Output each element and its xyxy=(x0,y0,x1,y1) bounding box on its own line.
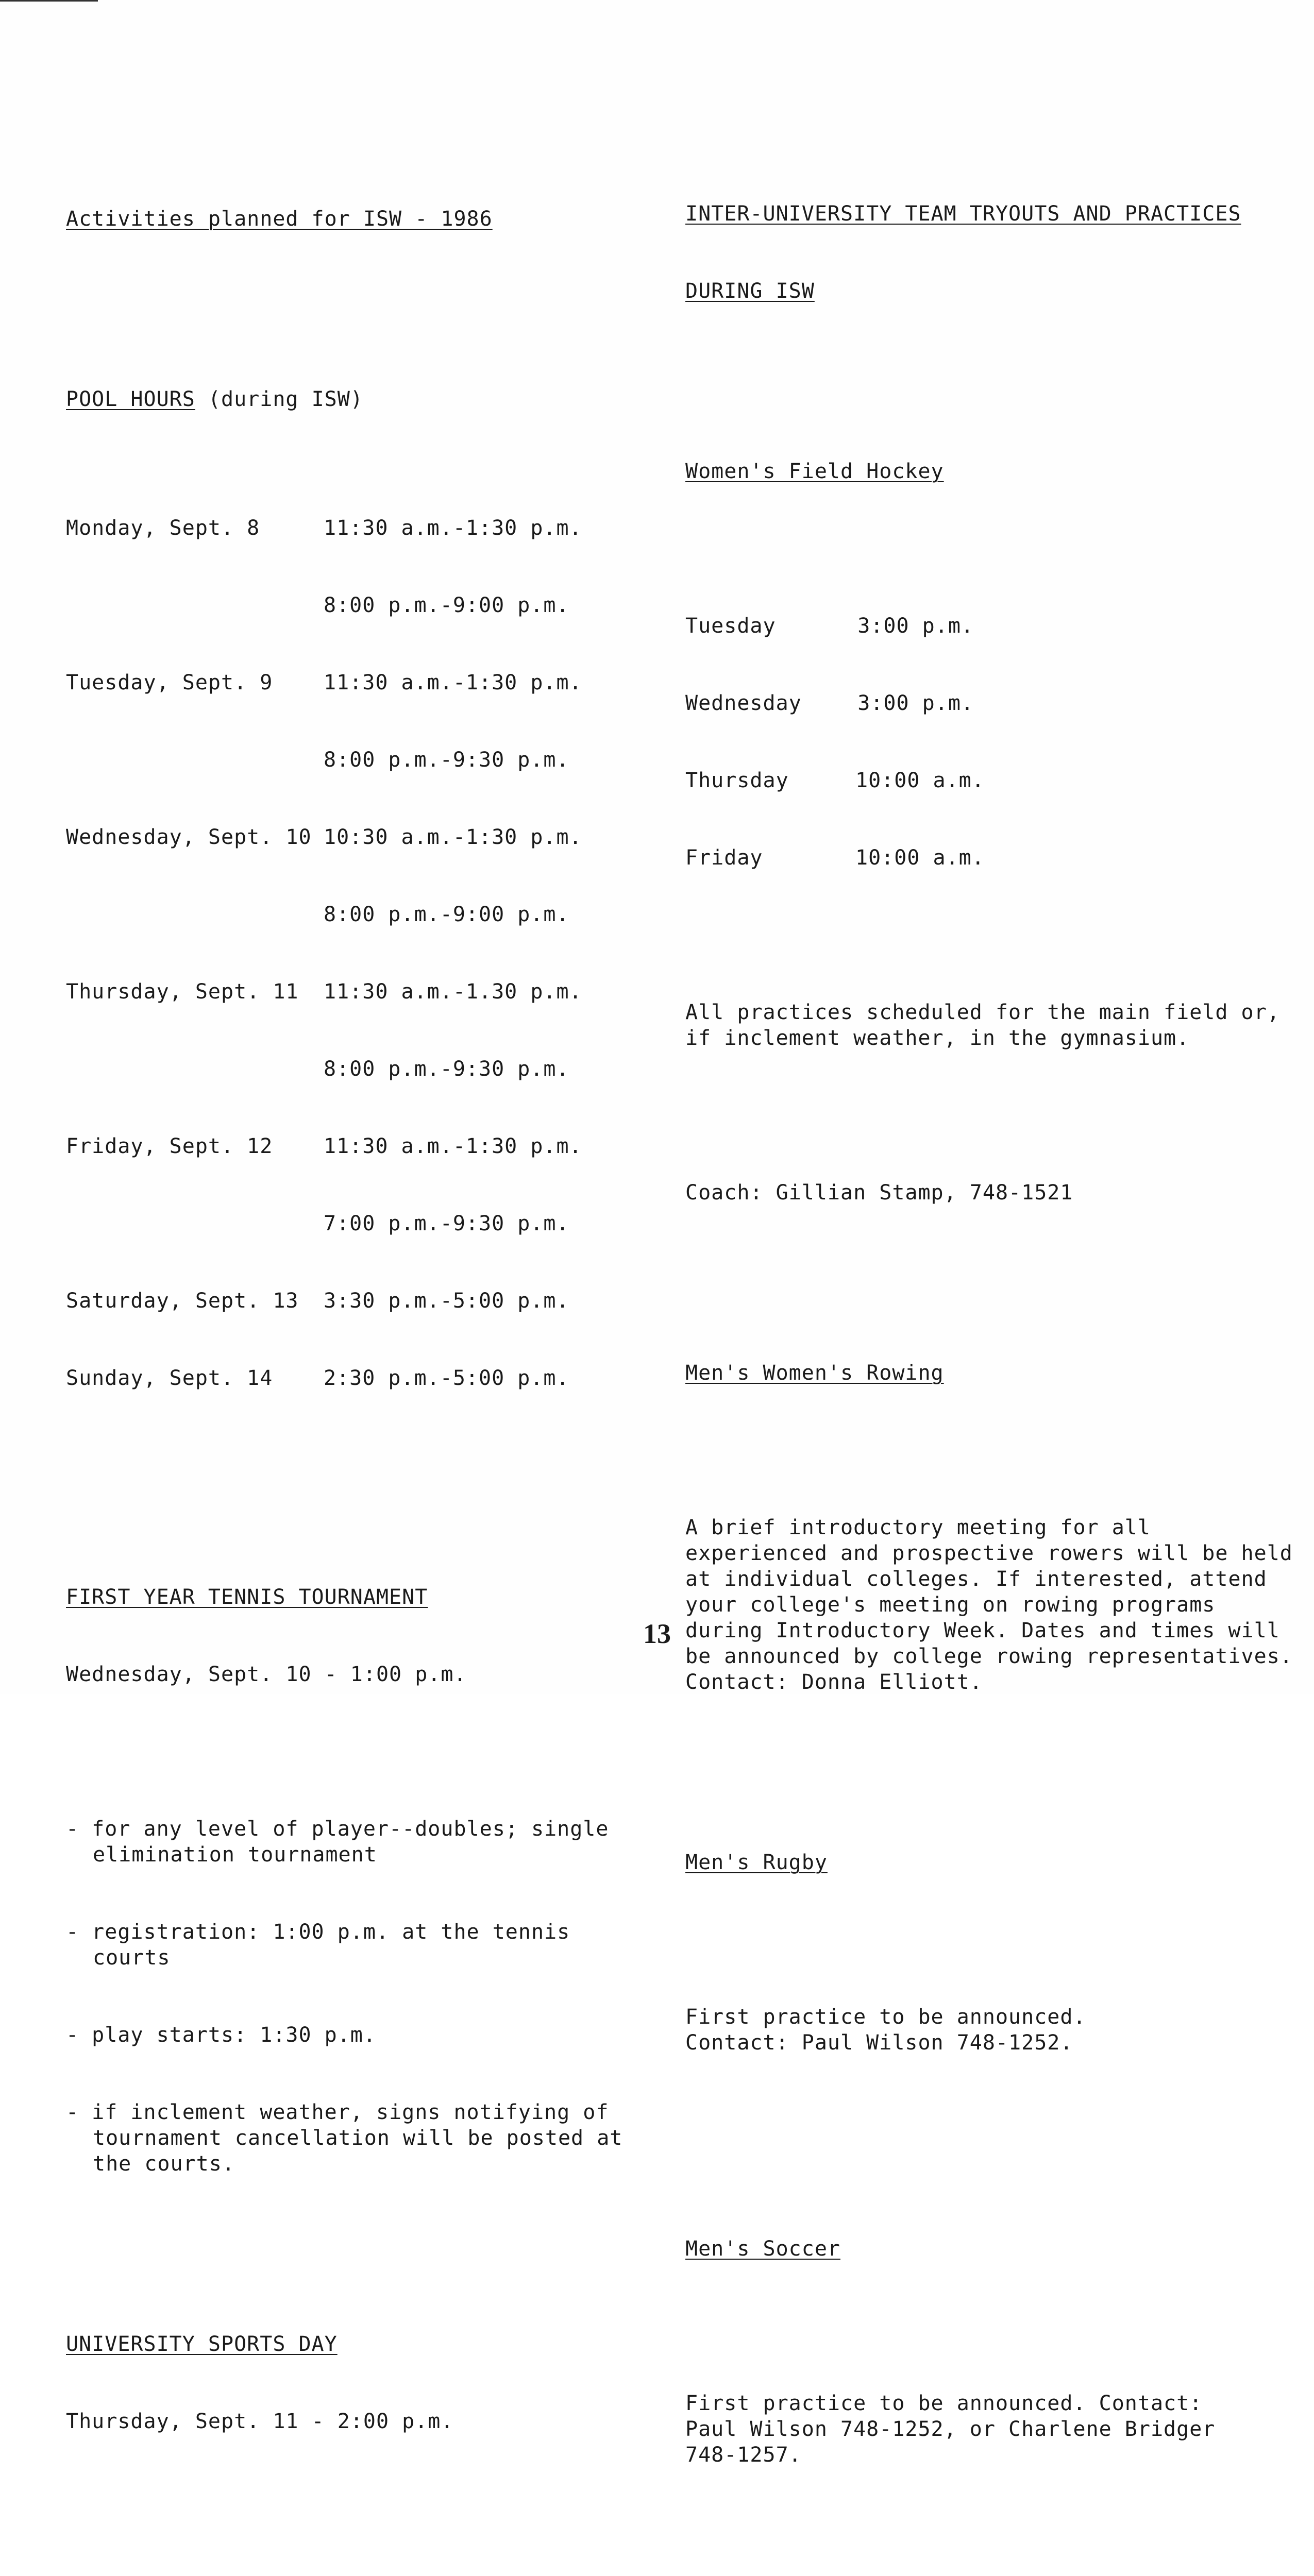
pool-row: 8:00 p.m.-9:00 p.m. xyxy=(324,594,569,617)
pool-row: Thursday, Sept. 11 11:30 a.m.-1.30 p.m. xyxy=(66,980,582,1004)
pool-row: 8:00 p.m.-9:30 p.m. xyxy=(324,748,569,772)
tennis-bullet: - play starts: 1:30 p.m. xyxy=(66,2023,376,2047)
rowing-heading: Men's Women's Rowing xyxy=(685,1361,944,1385)
pool-row: Tuesday, Sept. 9 11:30 a.m.-1:30 p.m. xyxy=(66,671,582,694)
page-number: 13 xyxy=(643,1618,671,1649)
rugby-text: First practice to be announced. Contact: Paul Wilson 748-1252. xyxy=(685,2005,1086,2055)
tennis-bullet: - if inclement weather, signs notifying of tournament cancellation will be posted at the courts. xyxy=(66,2100,623,2176)
pool-row: Monday, Sept. 8 11:30 a.m.-1:30 p.m. xyxy=(66,516,582,540)
rowing-text: A brief introductory meeting for all experienced and prospective rowers will be held at individual colleges. If interested, attend your college's meeting on rowing programs during Introductory Week. Dates and times will be announced by college rowing representatives. Contact: Donna Elliott. xyxy=(685,1516,1293,1694)
field-hockey-coach: Coach: Gillian Stamp, 748-1521 xyxy=(685,1181,1073,1205)
field-hockey-note: All practices scheduled for the main field or, if inclement weather, in the gymnasium. xyxy=(685,1001,1280,1050)
pool-row: Wednesday, Sept. 10 10:30 a.m.-1:30 p.m. xyxy=(66,825,582,849)
pool-hours-table xyxy=(66,464,643,1443)
mens-soccer-heading: Men's Soccer xyxy=(685,2237,840,2261)
field-hockey-row: Tuesday 3:00 p.m. xyxy=(685,614,974,638)
page-title: Activities planned for ISW - 1986 xyxy=(66,207,493,231)
rugby-heading: Men's Rugby xyxy=(685,1851,828,1874)
pool-row: Saturday, Sept. 13 3:30 p.m.-5:00 p.m. xyxy=(66,1289,569,1313)
field-hockey-row: Wednesday 3:00 p.m. xyxy=(685,691,974,715)
field-hockey-row: Friday 10:00 a.m. xyxy=(685,846,985,870)
field-hockey-heading: Women's Field Hockey xyxy=(685,460,944,483)
left-column xyxy=(66,155,643,2576)
pool-row: 7:00 p.m.-9:30 p.m. xyxy=(324,1212,569,1235)
pool-hours-heading: POOL HOURS (during ISW) xyxy=(66,387,363,411)
pool-row: Sunday, Sept. 14 2:30 p.m.-5:00 p.m. xyxy=(66,1366,569,1390)
field-hockey-row: Thursday 10:00 a.m. xyxy=(685,769,985,792)
mens-soccer-text: First practice to be announced. Contact: Paul Wilson 748-1252, or Charlene Bridger 748-1257. xyxy=(685,2392,1216,2467)
sports-day-when: Thursday, Sept. 11 - 2:00 p.m. xyxy=(66,2410,454,2433)
pool-row: 8:00 p.m.-9:00 p.m. xyxy=(324,903,569,926)
tennis-heading: FIRST YEAR TENNIS TOURNAMENT xyxy=(66,1585,428,1609)
right-column xyxy=(685,149,1293,2576)
sports-day-heading: UNIVERSITY SPORTS DAY xyxy=(66,2332,338,2356)
tennis-bullet: - registration: 1:00 p.m. at the tennis courts xyxy=(66,1920,570,1970)
pool-row: 8:00 p.m.-9:30 p.m. xyxy=(324,1057,569,1081)
tennis-when: Wednesday, Sept. 10 - 1:00 p.m. xyxy=(66,1663,467,1686)
tryouts-heading-cont: DURING ISW xyxy=(685,279,815,303)
pool-row: Friday, Sept. 12 11:30 a.m.-1:30 p.m. xyxy=(66,1134,582,1158)
corner-rule xyxy=(0,0,98,2)
tennis-bullet: - for any level of player--doubles; single elimination tournament xyxy=(66,1817,609,1867)
tryouts-heading: INTER-UNIVERSITY TEAM TRYOUTS AND PRACTICES xyxy=(685,202,1241,226)
